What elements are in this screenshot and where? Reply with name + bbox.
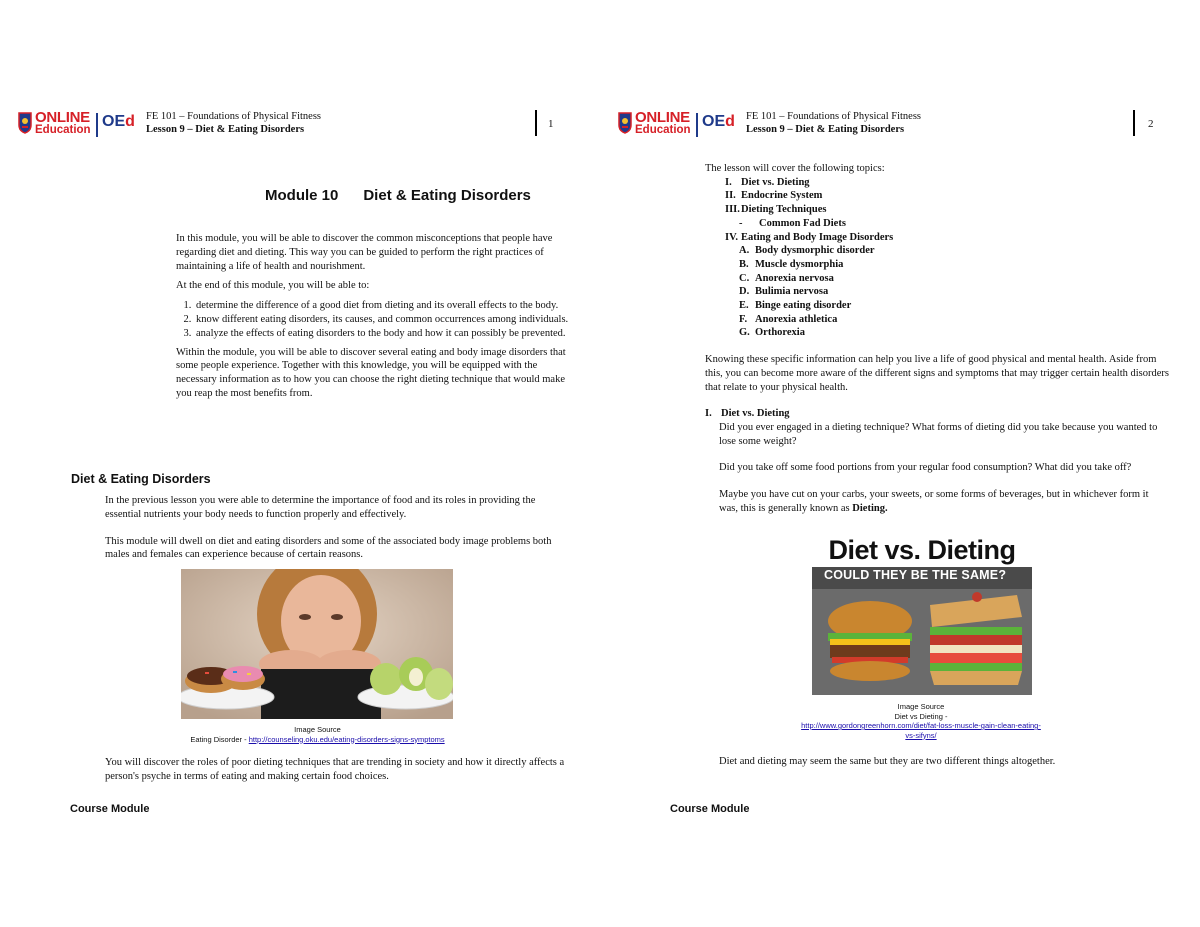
list-item: E. Binge eating disorder [739,300,852,312]
lesson-title: Lesson 9 – Diet & Eating Disorders [746,123,905,135]
module-title: Module 10 Diet & Eating Disorders [265,187,531,204]
caption-body: Eating Disorder - http://counseling.oku.edu/eating-disorders-signs-symptoms [190,734,445,744]
section-heading: Diet & Eating Disorders [71,472,211,486]
caption-title: Image Source [897,702,945,711]
section-body [105,494,567,575]
page-number: 2 [1148,118,1154,130]
image-source-link[interactable]: http://www.gordongreenhorn.com/diet/fat-loss-muscle-gain-clean-eating-vs-sifyns/ [801,721,1041,740]
list-item: I. Diet vs. Dieting [725,176,810,188]
closing-paragraph: Diet and dieting may seem the same but they are two different things altogether. [719,756,1056,767]
question-paragraph: Did you ever engaged in a dieting technique? What forms of dieting did you take because you wanted to lose some weight? [719,421,1158,447]
list-item: IV. Eating and Body Image Disorders [725,231,894,243]
list-item: 1. determine the difference of a good diet from dieting and its overall effects to the body. [194,299,571,313]
objectives-list [176,299,571,340]
page-header-text [146,111,321,136]
list-item: F. Anorexia athletica [739,313,838,325]
section-paragraph: In the previous lesson you were able to determine the importance of food and its roles in providing the essential nutrients your body needs to function properly and effectively. [105,495,536,520]
list-item: - Common Fad Diets [739,217,846,229]
image-caption [800,702,1042,740]
list-item: III.Dieting Techniques [725,204,827,216]
caption-text: Diet vs Dieting - [894,711,948,721]
page-header-text [746,111,921,136]
logo-online-text: ONLINE [635,109,690,126]
online-education-logo [18,110,136,140]
course-title: FE 101 – Foundations of Physical Fitness [146,111,322,122]
list-item: A. Body dysmorphic disorder [739,245,875,257]
shield-icon [18,112,32,134]
topics-lead: The lesson will cover the following topics: [705,163,885,174]
list-item: 2. know different eating disorders, its causes, and common occurrences among individuals. [194,313,571,327]
subsection-heading: I. Diet vs. Dieting [705,408,790,420]
logo-online-text: ONLINE [35,109,90,126]
image-title: Diet vs. Dieting [828,535,1016,565]
caption-title: Image Source [294,725,341,734]
image-subtitle: COULD THEY BE THE SAME? [824,568,1007,582]
course-title: FE 101 – Foundations of Physical Fitness [746,111,922,122]
logo-oed-text: OEd [102,113,135,130]
module-intro [176,232,571,407]
list-item: G. Orthorexia [739,327,805,339]
knowing-paragraph: Knowing these specific information can help you live a life of good physical and mental health. Aside from this, you can become more aware of the different signs and symptoms that may trigger certain health disorders that relate to your physical health. [705,354,1169,393]
logo-divider [96,113,98,137]
eating-disorder-photo [181,569,453,719]
diet-vs-dieting-image [812,535,1032,695]
list-item: B. Muscle dysmorphia [739,258,844,270]
topics-section [705,162,1170,515]
shield-icon [618,112,632,134]
image-caption [175,725,460,744]
section-paragraph: This module will dwell on diet and eating disorders and some of the associated body image problems both males and females can experience because of certain reasons. [105,535,552,561]
intro-paragraph: In this module, you will be able to discover the common misconceptions that people have regarding diet and dieting. This way you can be guided to perform the right practices of maintaining a life of health and nourishment. [176,233,553,272]
logo-divider [696,113,698,137]
topics-list [705,176,1170,340]
page-number: 1 [548,118,554,130]
list-item: D. Bulimia nervosa [739,286,829,298]
page-footer: Course Module [670,803,750,815]
header-rule [535,110,537,136]
list-item: 3. analyze the effects of eating disorders to the body and how it can possibly be prevented. [194,327,571,341]
page-footer: Course Module [70,803,150,815]
dieting-paragraph: Maybe you have cut on your carbs, your sweets, or some forms of beverages, but in whichever form it was, this is generally known as Dieting. [719,489,1149,514]
list-item: C. Anorexia nervosa [739,272,834,284]
header-rule [1133,110,1135,136]
logo-oed-text: OEd [702,113,735,130]
logo-education-text: Education [35,124,91,136]
within-paragraph: Within the module, you will be able to discover several eating and body image disorders that some people experience. Together with this knowledge, you will be equipped with the necessary information as to how you can choose the right dieting technique that would make you reap the most benefits from. [176,346,566,399]
lesson-title: Lesson 9 – Diet & Eating Disorders [146,123,305,135]
image-source-link[interactable]: http://counseling.oku.edu/eating-disorders-signs-symptoms [248,734,445,744]
logo-education-text: Education [635,124,691,136]
question-paragraph: Did you take off some food portions from your regular food consumption? What did you take off? [719,462,1132,474]
list-item: II. Endocrine System [725,190,823,202]
closing-paragraph: You will discover the roles of poor dieting techniques that are trending in society and how it directly affects a person's psyche in terms of eating and making certain food choices. [105,757,565,782]
online-education-logo [618,110,736,140]
objectives-lead: At the end of this module, you will be able to: [176,280,370,292]
